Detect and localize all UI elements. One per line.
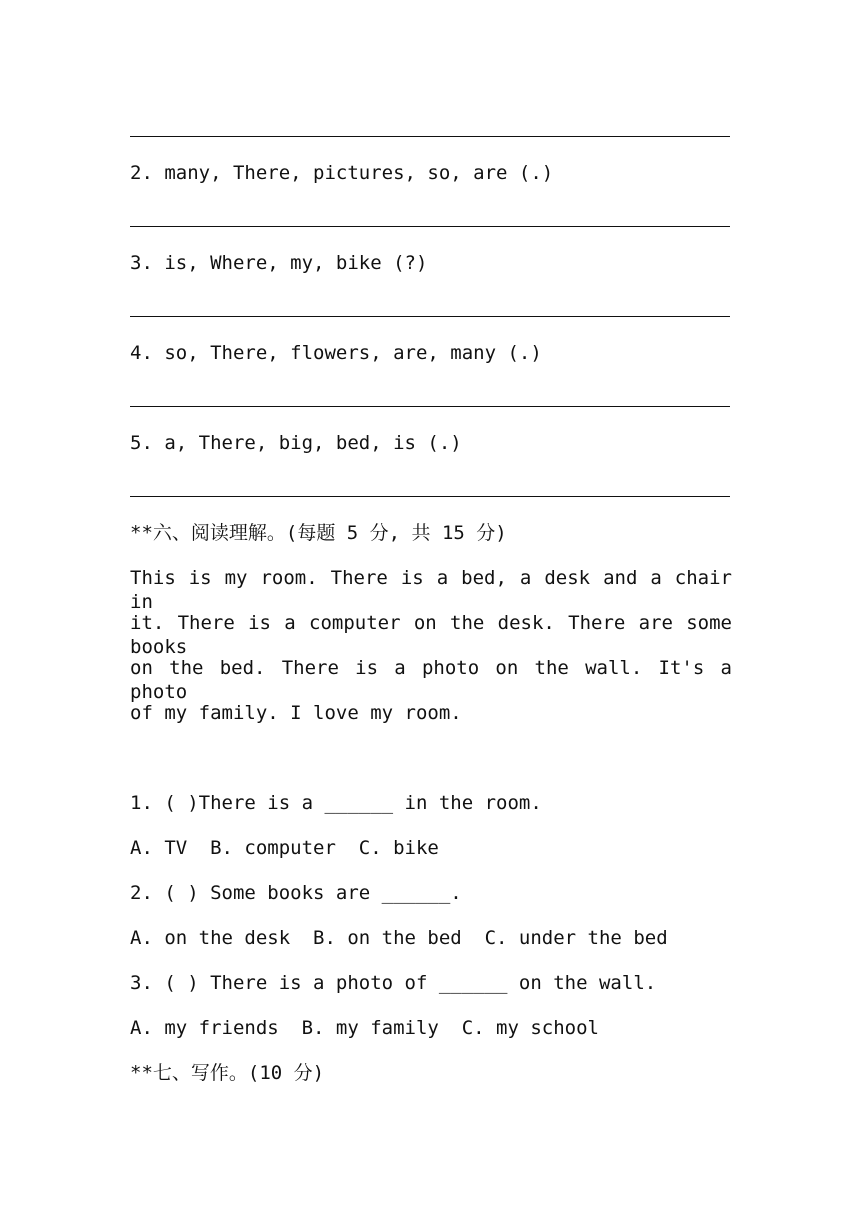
question-3-stem: 3. ( ) There is a photo of ______ on the wall.	[130, 972, 657, 994]
question-1-stem: 1. ( )There is a ______ in the room.	[130, 792, 542, 814]
passage-line: on the bed. There is a photo on the wall. It's a photo	[130, 657, 732, 703]
passage-line: This is my room. There is a bed, a desk and a chair in	[130, 567, 732, 613]
ordering-item-2: 2. many, There, pictures, so, are (.)	[130, 162, 554, 184]
answer-line	[130, 226, 730, 227]
question-2-stem: 2. ( ) Some books are ______.	[130, 882, 462, 904]
ordering-item-3: 3. is, Where, my, bike (?)	[130, 252, 428, 274]
ordering-item-5: 5. a, There, big, bed, is (.)	[130, 432, 462, 454]
answer-line	[130, 316, 730, 317]
section-heading-writing: **七、写作。(10 分)	[130, 1062, 325, 1084]
question-1-options: A. TV B. computer C. bike	[130, 837, 439, 859]
question-3-options: A. my friends B. my family C. my school	[130, 1017, 599, 1039]
answer-line	[130, 496, 730, 497]
section-heading-reading: **六、阅读理解。(每题 5 分, 共 15 分)	[130, 522, 507, 544]
passage-line: of my family. I love my room.	[130, 702, 462, 724]
reading-passage	[130, 566, 732, 746]
question-2-options: A. on the desk B. on the bed C. under the bed	[130, 927, 668, 949]
answer-line	[130, 136, 730, 137]
ordering-item-4: 4. so, There, flowers, are, many (.)	[130, 342, 542, 364]
passage-line: it. There is a computer on the desk. There are some books	[130, 612, 732, 658]
answer-line	[130, 406, 730, 407]
